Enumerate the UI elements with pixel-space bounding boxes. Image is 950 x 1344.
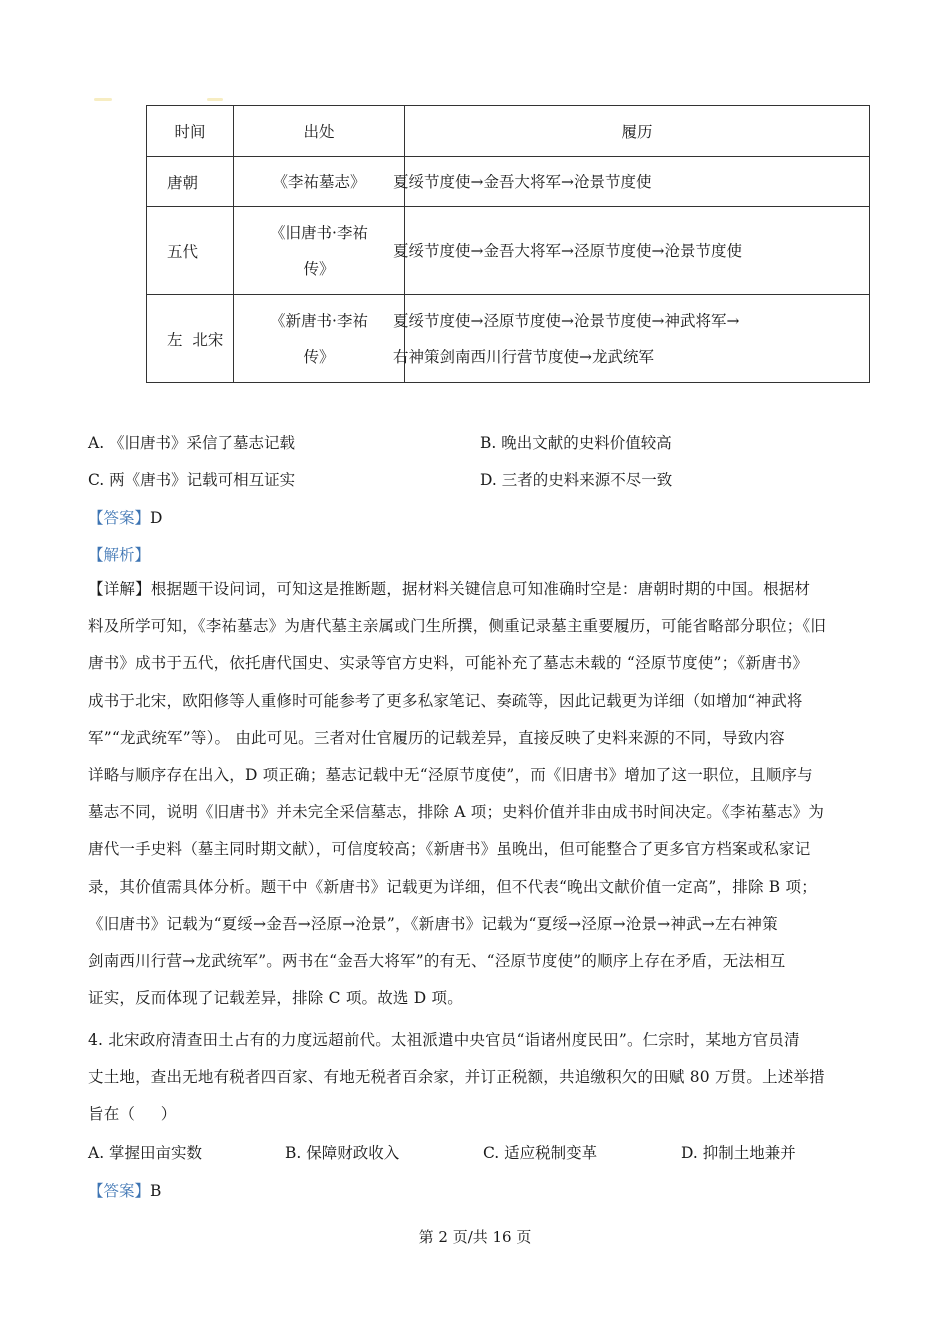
source-cell (234, 295, 405, 383)
q3-option-b: B. 晚出文献的史料价值较高 (480, 434, 672, 452)
scan-artifact (207, 98, 223, 101)
q4-stem (88, 1022, 870, 1134)
career-line: 夏绥节度使→泾原节度使→沧景节度使→神武将军→ (393, 311, 740, 330)
detail-line: 唐代一手史料（墓主同时期文献），可信度较高；《新唐书》虽晚出，但可能整合了更多官方档案或私家记 (88, 840, 811, 859)
detail-line: 墓志不同，说明《旧唐书》并未完全采信墓志，排除 A 项；史料价值并非由成书时间决定。《李祐墓志》为 (88, 803, 825, 822)
detail-line: 录，其价值需具体分析。题干中《新唐书》记载更为详细，但不代表“晚出文献价值一定高”，排除 B 项； (88, 877, 817, 896)
answer-label: 【答案】 (88, 1182, 151, 1200)
career-cell (393, 295, 870, 383)
detail-line: 剑南西川行营→龙武统军”。两书在“金吾大将军”的有无、“泾原节度使”的顺序上存在矛盾，无法相互 (88, 952, 786, 971)
source-line: 传》 (303, 347, 335, 366)
detail-line: 唐书》成书于五代，依托唐代国史、实录等官方史料，可能补充了墓志未载的 “泾原节度使”；《新唐书》 (88, 654, 809, 673)
source-line: 传》 (303, 259, 335, 278)
answer-value: D (150, 509, 163, 527)
table-row (147, 295, 870, 383)
detail-line: 详略与顺序存在出入，D 项正确；墓志记载中无“泾原节度使”，而《旧唐书》增加了这一职位，且顺序与 (88, 766, 813, 785)
q3-option-a: A. 《旧唐书》采信了墓志记载 (88, 434, 296, 452)
detail-line: 《旧唐书》记载为“夏绥→金吾→泾原→沧景”，《新唐书》记载为“夏绥→泾原→沧景→神武→左右神策 (88, 914, 778, 933)
q3-detail-paragraph (88, 571, 870, 1017)
source-line: 《旧唐书·李祐 (270, 223, 368, 242)
source-line: 《李祐墓志》 (272, 172, 366, 191)
table-header-row (147, 106, 870, 157)
detail-line: 料及所学可知，《李祐墓志》为唐代墓主亲属或门生所撰，侧重记录墓主重要履历，可能省略部分职位；《旧 (88, 617, 827, 636)
detail-line: 军”“龙武统军”等）。 由此可见。三者对仕官履历的记载差异，直接反映了史料来源的不同，导致内容 (88, 728, 785, 747)
analysis-label: 【解析】 (88, 546, 151, 564)
detail-line: 【详解】根据题干设问词，可知这是推断题，据材料关键信息可知准确时空是：唐朝时期的中国。根据材 (88, 580, 811, 598)
q4-option-b: B. 保障财政收入 (285, 1144, 400, 1162)
q3-option-c: C. 两《唐书》记载可相互证实 (88, 471, 296, 489)
answer-value: B (150, 1182, 162, 1200)
time-cell: 唐朝 (147, 157, 234, 207)
career-line: 右神策剑南西川行营节度使→龙武统军 (393, 347, 654, 366)
detail-line: 成书于北宋，欧阳修等人重修时可能参考了更多私家笔记、奏疏等，因此记载更为详细（如增加“神武将 (88, 691, 803, 710)
header-time: 时间 (147, 106, 234, 157)
page-number-footer: 第 2 页/共 16 页 (418, 1228, 532, 1246)
stem-line: 4. 北宋政府清查田土占有的力度远超前代。太祖派遣中央官员“诣诸州度民田”。仁宗时，某地方官员清 (88, 1031, 800, 1049)
career-cell (393, 207, 870, 295)
career-line: 夏绥节度使→金吾大将军→泾原节度使→沧景节度使 (393, 241, 742, 260)
career-cell (393, 157, 870, 207)
q3-option-d: D. 三者的史料来源不尽一致 (480, 471, 673, 489)
detail-label: 【详解】 (88, 580, 151, 598)
q3-answer (88, 506, 162, 528)
table-row (147, 157, 870, 207)
career-line: 夏绥节度使→金吾大将军→沧景节度使 (393, 172, 652, 191)
q4-option-d: D. 抑制土地兼并 (681, 1144, 796, 1162)
source-cell (234, 157, 405, 207)
stem-line: 旨在（ ） (88, 1105, 177, 1124)
header-source: 出处 (234, 106, 405, 157)
stem-line: 丈土地，查出无地有税者四百家、有地无税者百余家，并订正税额，共追缴积欠的田赋 80 万贯。上述举措 (88, 1068, 825, 1087)
detail-line: 证实，反而体现了记载差异，排除 C 项。故选 D 项。 (88, 989, 463, 1008)
header-career: 履历 (405, 106, 870, 157)
career-history-table (146, 105, 870, 383)
q4-answer (88, 1179, 161, 1201)
q4-option-c: C. 适应税制变革 (483, 1144, 598, 1162)
scan-artifact (94, 98, 112, 101)
q3-analysis-heading (88, 543, 150, 565)
source-line: 《新唐书·李祐 (270, 311, 368, 330)
answer-label: 【答案】 (88, 509, 151, 527)
table-row (147, 207, 870, 295)
source-cell (234, 207, 405, 295)
q4-option-a: A. 掌握田亩实数 (88, 1144, 203, 1162)
time-cell: 五代 (147, 207, 234, 295)
time-cell: 左 北宋 (147, 295, 234, 383)
